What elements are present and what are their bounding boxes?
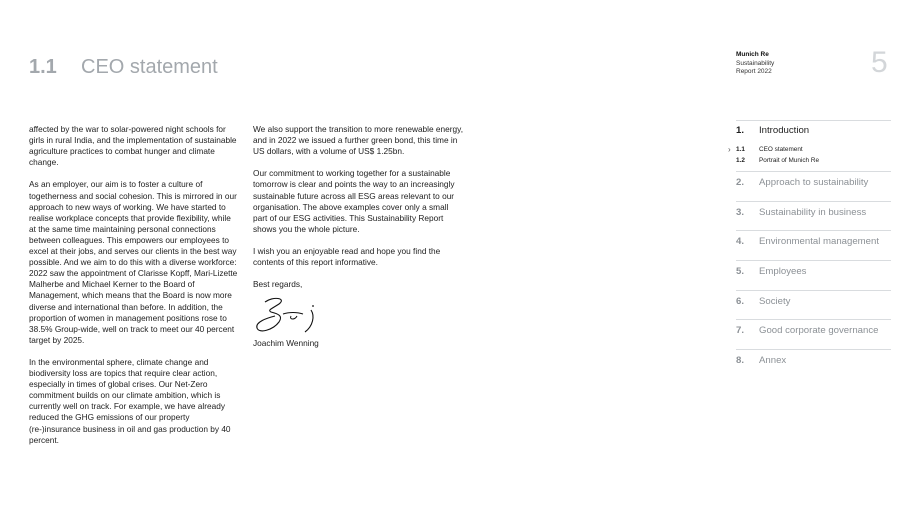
- toc-item-business[interactable]: [736, 201, 891, 231]
- table-of-contents: [728, 120, 891, 379]
- paragraph: affected by the war to solar-powered night schools for girls in rural India, and the implementation of sustainable agriculture practices to combat hunger and climate change.: [29, 124, 237, 168]
- page-number: 5: [871, 46, 888, 79]
- toc-label: Annex: [759, 355, 787, 367]
- chevron-right-icon: ›: [728, 145, 731, 154]
- toc-label: Introduction: [759, 125, 810, 136]
- toc-number: 1.: [736, 125, 745, 136]
- toc-label: Society: [759, 295, 791, 307]
- toc-label: Employees: [759, 266, 807, 278]
- toc-number: 1.2: [736, 157, 745, 164]
- toc-number: 2.: [736, 177, 745, 188]
- toc-subsections: [728, 138, 891, 171]
- paragraph: Our commitment to working together for a sustainable tomorrow is clear and points the way to an increasingly sustainable future across all ESG areas relevant to our organisation. The above examples cover only a small part of our ESG activities. This Sustainability Report shows you the whole picture.: [253, 168, 455, 234]
- toc-item-governance[interactable]: [736, 319, 891, 349]
- toc-label: Good corporate governance: [759, 325, 879, 337]
- company-name: Munich Re: [736, 51, 769, 58]
- toc-item-society[interactable]: [736, 290, 891, 320]
- signer-name: Joachim Wenning: [253, 338, 319, 349]
- toc-item-environmental[interactable]: [736, 230, 891, 260]
- toc-subitem-portrait[interactable]: [736, 157, 891, 168]
- toc-item-annex[interactable]: [736, 349, 891, 379]
- brand-block: [736, 51, 774, 77]
- toc-item-approach[interactable]: [736, 171, 891, 201]
- toc-item-employees[interactable]: [736, 260, 891, 290]
- toc-number: 5.: [736, 266, 745, 278]
- section-number: 1.1: [29, 56, 57, 78]
- toc-number: 7.: [736, 325, 745, 337]
- section-header: [29, 56, 218, 79]
- toc-subitem-ceo-statement[interactable]: [728, 145, 891, 157]
- toc-number: 1.1: [736, 146, 745, 153]
- toc-number: 8.: [736, 355, 745, 367]
- paragraph: As an employer, our aim is to foster a culture of togetherness and social cohesion. This is mirrored in our approach to new ways of working. We have started to realise workplace concepts that provide flexibility, while at the same time maintaining personal connections between colleagues. This empowers our employees to excel at their jobs, and serves our clients in the best way possible. And we aim to do this with a diverse workforce: 2022 saw the appointment of Clarisse Kopff, Mari-Lizette Malherbe and Michael Kerner to the Board of Management, which means that the Board is now more diverse and international than before. In addition, the proportion of women in management positions rose to 38.5% Group-wide, well on track to meet our 40 percent target by 2025.: [29, 179, 238, 345]
- text-column-2: [253, 124, 463, 350]
- signature-image: [253, 294, 323, 338]
- report-name-line1: Sustainability: [736, 59, 775, 67]
- toc-number: 6.: [736, 295, 745, 307]
- toc-label: Environmental management: [759, 236, 879, 248]
- toc-label: CEO statement: [759, 146, 803, 153]
- paragraph: In the environmental sphere, climate change and biodiversity loss are topics that require clear action, especially in times of global crises. Our Net-Zero commitment builds on our climate ambition, which is currently well on track. For example, we have already reduced the GHG emissions of our property (re-)insurance business in oil and gas production by 40 percent.: [29, 356, 231, 445]
- closing: Best regards,: [253, 279, 303, 290]
- text-column-1: [29, 124, 239, 457]
- toc-number: 4.: [736, 236, 745, 248]
- toc-label: Sustainability in business: [759, 206, 867, 218]
- toc-label: Approach to sustainability: [759, 177, 869, 188]
- toc-number: 3.: [736, 206, 745, 218]
- paragraph: I wish you an enjoyable read and hope you find the contents of this report informative.: [253, 246, 441, 268]
- toc-label: Portrait of Munich Re: [759, 157, 820, 164]
- toc-item-introduction[interactable]: [736, 121, 891, 138]
- paragraph: We also support the transition to more renewable energy, and in 2022 we issued a further green bond, this time in US dollars, with a volume of US$ 1.25bn.: [253, 124, 463, 157]
- page-title: CEO statement: [81, 56, 218, 78]
- report-name-line2: Report 2022: [736, 68, 772, 75]
